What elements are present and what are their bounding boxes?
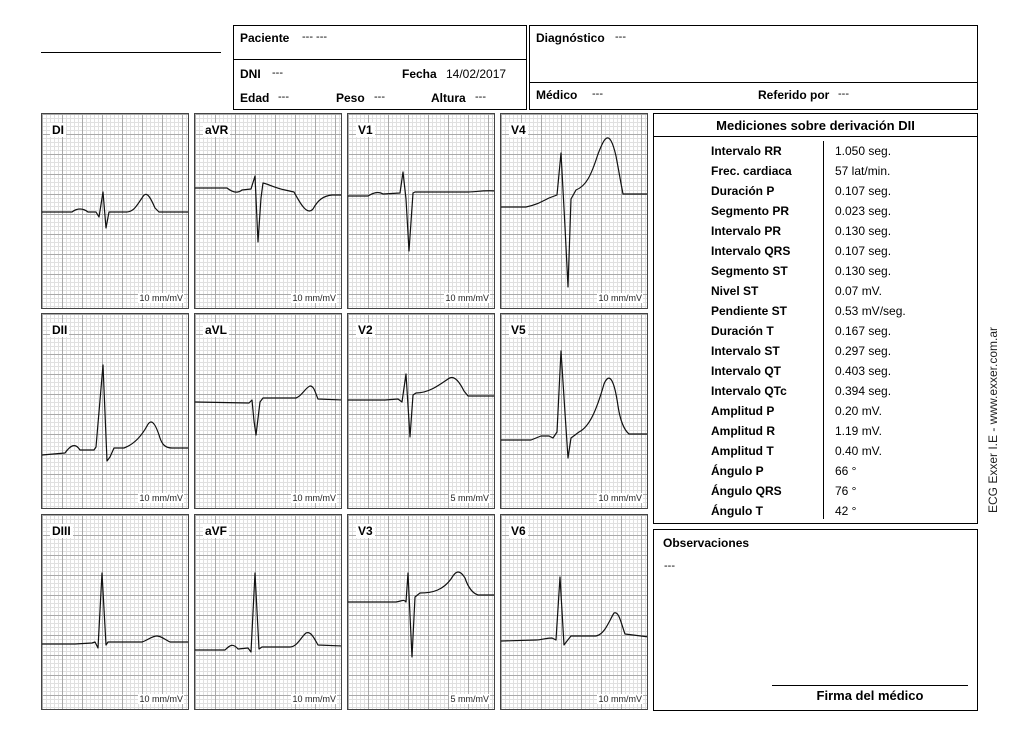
ecg-waveform [501,351,648,458]
lead-gain: 10 mm/mV [598,293,642,303]
peso-label: Peso [336,91,365,105]
paciente-value: --- --- [302,31,328,43]
lead-gain: 10 mm/mV [139,293,183,303]
ecg-waveform [501,138,648,287]
measurement-label: Amplitud T [711,444,774,458]
measurement-row [654,481,977,501]
measurement-value: 66 ° [835,464,857,478]
altura-value: --- [475,91,486,103]
diagnostico-value: --- [615,31,626,43]
lead-diii [41,514,189,710]
measurement-label: Ángulo QRS [711,484,782,498]
measurement-label: Pendiente ST [711,304,788,318]
measurement-row [654,181,977,201]
ecg-waveform [348,172,495,251]
lead-gain: 5 mm/mV [450,694,489,704]
fecha-label: Fecha [402,67,437,81]
ecg-trace-v2 [348,314,495,509]
measurement-row [654,201,977,221]
measurement-value: 42 ° [835,504,857,518]
lead-name: aVF [205,524,228,538]
lead-name: V6 [511,524,526,538]
ecg-trace-v6 [501,515,648,710]
lead-avf [194,514,342,710]
firma-label: Firma del médico [816,688,924,703]
lead-name: V3 [358,524,373,538]
ecg-waveform [195,386,342,435]
ecg-waveform [501,577,648,645]
measurements-panel [653,113,978,524]
lead-name: V5 [511,323,526,337]
lead-gain: 10 mm/mV [598,694,642,704]
measurement-row [654,381,977,401]
measurement-value: 0.394 seg. [835,384,892,398]
measurement-value: 0.130 seg. [835,224,892,238]
lead-v5 [500,313,648,509]
side-brand-text: ECG Exxer I.E - www.exxer.com.ar [986,326,1000,514]
ecg-trace-v4 [501,114,648,309]
observaciones-value: --- [664,560,675,572]
measurement-label: Intervalo RR [711,144,782,158]
observaciones-label: Observaciones [663,536,750,550]
lead-gain: 10 mm/mV [292,293,336,303]
ecg-trace-di [42,114,189,309]
ecg-trace-diii [42,515,189,710]
measurement-label: Duración T [711,324,774,338]
measurement-row [654,141,977,161]
measurement-value: 0.167 seg. [835,324,892,338]
ecg-waveform [348,572,495,657]
ecg-trace-dii [42,314,189,509]
measurement-row [654,161,977,181]
lead-gain: 10 mm/mV [445,293,489,303]
measurement-label: Amplitud R [711,424,775,438]
lead-gain: 10 mm/mV [292,694,336,704]
measurement-label: Segmento PR [711,204,790,218]
measurement-value: 1.19 mV. [835,424,882,438]
patient-info-box [233,25,527,110]
measurement-label: Frec. cardiaca [711,164,792,178]
measurement-row [654,501,977,521]
ecg-trace-v5 [501,314,648,509]
measurement-label: Duración P [711,184,775,198]
lead-v6 [500,514,648,710]
ecg-waveform [42,192,189,228]
measurement-row [654,261,977,281]
lead-dii [41,313,189,509]
measurement-row [654,441,977,461]
peso-value: --- [374,91,385,103]
observaciones-panel [653,529,978,711]
ecg-waveform [195,176,342,242]
lead-name: aVL [205,323,228,337]
dni-value: --- [272,67,283,79]
measurement-label: Ángulo T [711,504,763,518]
measurement-value: 0.023 seg. [835,204,892,218]
ecg-trace-v3 [348,515,495,710]
dni-label: DNI [240,67,261,81]
measurement-value: 0.07 mV. [835,284,882,298]
diagnostico-label: Diagnóstico [536,31,605,45]
measurement-value: 57 lat/min. [835,164,891,178]
measurement-row [654,281,977,301]
measurement-row [654,241,977,261]
measurements-title: Mediciones sobre derivación DII [716,118,915,133]
lead-gain: 10 mm/mV [139,694,183,704]
ecg-waveform [42,573,189,648]
lead-name: V2 [358,323,373,337]
lead-gain: 10 mm/mV [139,493,183,503]
ecg-trace-v1 [348,114,495,309]
measurement-label: Intervalo QRS [711,244,791,258]
ecg-trace-avf [195,515,342,710]
lead-name: V4 [511,123,526,137]
measurement-value: 0.20 mV. [835,404,882,418]
logo-line [41,52,221,53]
measurement-row [654,301,977,321]
lead-name: DIII [52,524,71,538]
measurement-label: Segmento ST [711,264,788,278]
measurement-value: 0.403 seg. [835,364,892,378]
measurement-label: Intervalo PR [711,224,782,238]
lead-name: DI [52,123,64,137]
measurement-value: 0.40 mV. [835,444,882,458]
measurement-row [654,321,977,341]
edad-value: --- [278,91,289,103]
measurement-label: Amplitud P [711,404,775,418]
measurement-row [654,361,977,381]
ecg-waveform [195,573,342,652]
lead-v1 [347,113,495,309]
paciente-label: Paciente [240,31,290,45]
measurement-value: 0.130 seg. [835,264,892,278]
measurement-value: 0.297 seg. [835,344,892,358]
measurement-row [654,341,977,361]
lead-gain: 10 mm/mV [292,493,336,503]
measurements-table [654,141,977,521]
measurement-value: 0.53 mV/seg. [835,304,906,318]
medico-label: Médico [536,88,578,102]
lead-di [41,113,189,309]
measurement-row [654,221,977,241]
lead-avr [194,113,342,309]
measurement-value: 1.050 seg. [835,144,892,158]
lead-gain: 5 mm/mV [450,493,489,503]
measurement-value: 0.107 seg. [835,184,892,198]
ecg-waveform [42,365,189,461]
measurement-value: 0.107 seg. [835,244,892,258]
lead-name: aVR [205,123,229,137]
lead-avl [194,313,342,509]
measurement-row [654,461,977,481]
medico-value: --- [592,88,603,100]
lead-gain: 10 mm/mV [598,493,642,503]
ecg-waveform [348,374,495,437]
measurement-label: Intervalo QT [711,364,782,378]
measurement-label: Intervalo ST [711,344,780,358]
referido-value: --- [838,88,849,100]
diagnosis-box [529,25,978,110]
lead-v4 [500,113,648,309]
ecg-trace-avr [195,114,342,309]
lead-name: V1 [358,123,373,137]
edad-label: Edad [240,91,270,105]
measurement-label: Ángulo P [711,464,764,478]
lead-v3 [347,514,495,710]
fecha-value: 14/02/2017 [446,67,507,81]
lead-v2 [347,313,495,509]
lead-name: DII [52,323,68,337]
measurement-row [654,401,977,421]
altura-label: Altura [431,91,466,105]
measurement-label: Nivel ST [711,284,759,298]
measurement-label: Intervalo QTc [711,384,787,398]
measurement-row [654,421,977,441]
referido-label: Referido por [758,88,830,102]
ecg-trace-avl [195,314,342,509]
measurement-value: 76 ° [835,484,857,498]
